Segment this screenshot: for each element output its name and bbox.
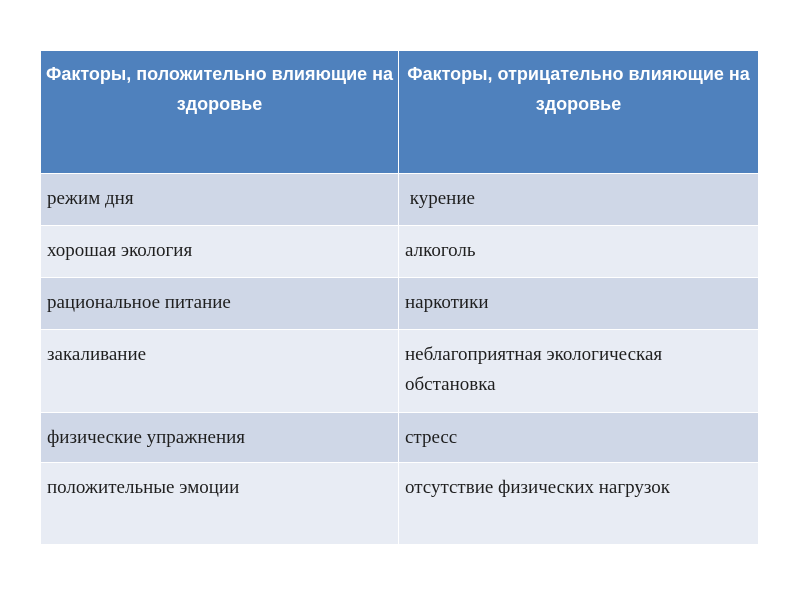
table-row	[41, 226, 759, 278]
positive-factor-text: физические упражнения	[47, 427, 246, 448]
positive-factor-cell	[41, 413, 399, 463]
negative-factor-text: стресс	[405, 427, 458, 448]
negative-factor-cell	[399, 413, 759, 463]
header-negative-factors	[399, 51, 759, 174]
positive-factor-cell	[41, 226, 399, 278]
positive-factor-text: хорошая экология	[47, 240, 193, 261]
table-row	[41, 330, 759, 413]
header-negative-label: Факторы, отрицательно влияющие на здоровье	[407, 64, 750, 114]
header-positive-label: Факторы, положительно влияющие на здоровье	[45, 64, 394, 114]
factors-table	[40, 50, 759, 545]
positive-factor-cell	[41, 463, 399, 545]
positive-factor-cell	[41, 330, 399, 413]
negative-factor-cell	[399, 463, 759, 545]
positive-factor-text: рациональное питание	[47, 292, 231, 313]
negative-factor-cell	[399, 226, 759, 278]
positive-factor-cell	[41, 278, 399, 330]
positive-factor-text: режим дня	[47, 188, 134, 209]
table-row	[41, 413, 759, 463]
positive-factor-text: положительные эмоции	[47, 477, 240, 498]
header-positive-factors	[41, 51, 399, 174]
table-row	[41, 174, 759, 226]
negative-factor-text: алкоголь	[405, 240, 476, 261]
table-row	[41, 278, 759, 330]
negative-factor-text: курение	[405, 188, 475, 209]
negative-factor-text: отсутствие физических нагрузок	[405, 477, 671, 498]
table-row	[41, 463, 759, 545]
positive-factor-cell	[41, 174, 399, 226]
negative-factor-text: неблагоприятная экологическая обстановка	[405, 344, 663, 395]
negative-factor-cell	[399, 174, 759, 226]
positive-factor-text: закаливание	[47, 344, 147, 365]
negative-factor-cell	[399, 330, 759, 413]
negative-factor-cell	[399, 278, 759, 330]
negative-factor-text: наркотики	[405, 292, 489, 313]
table-header-row	[41, 51, 759, 174]
